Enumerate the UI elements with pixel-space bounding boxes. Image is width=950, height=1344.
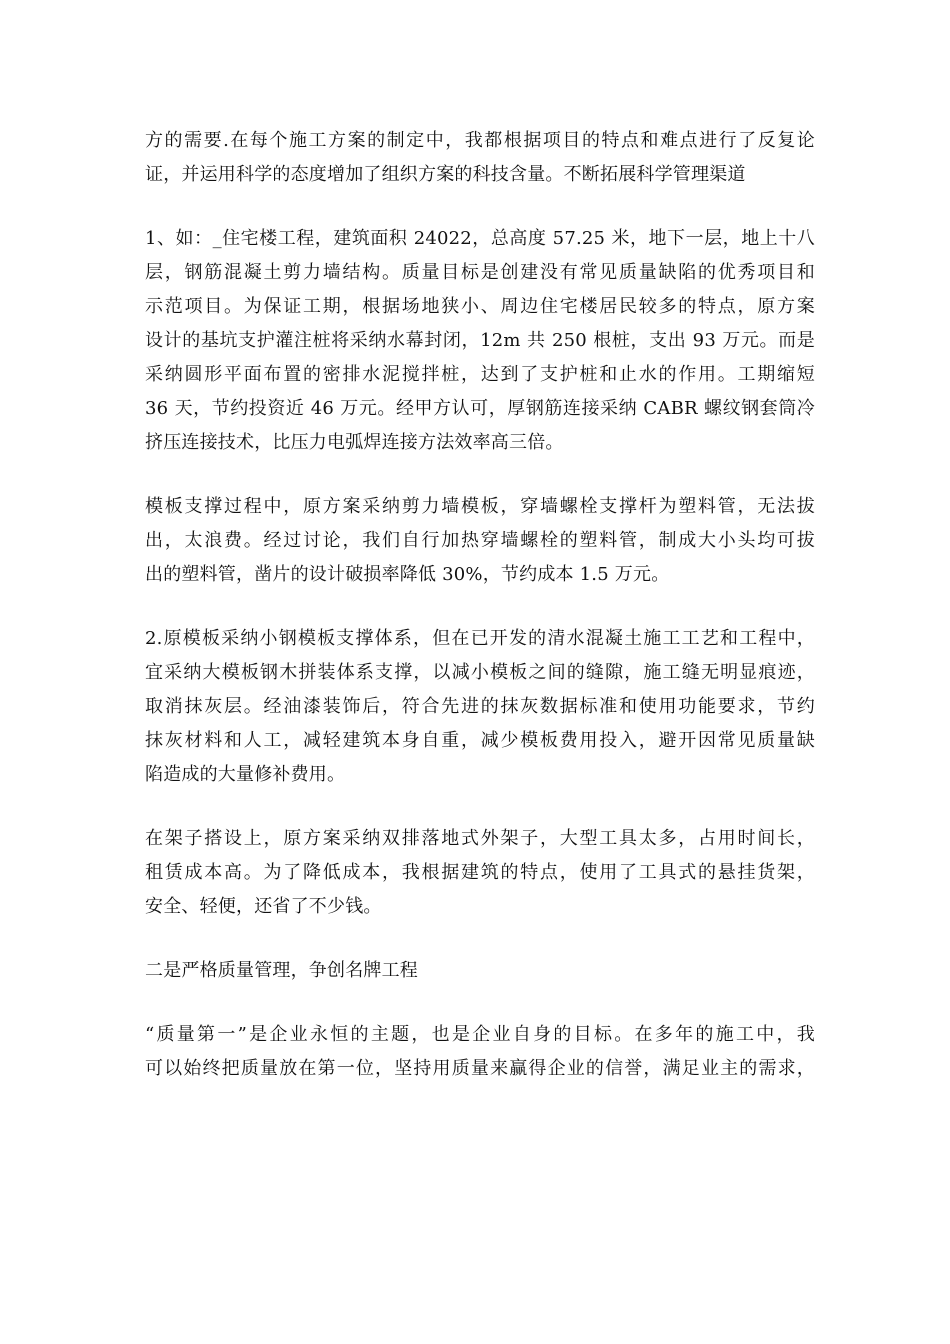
text-line: 示范项目。为保证工期，根据场地狭小、周边住宅楼居民较多的特点，原方案 (145, 296, 815, 317)
text-line: 挤压连接技术，比压力电弧焊连接方法效率高三倍。 (145, 432, 564, 453)
text-line: 2.原模板采纳小钢模板支撑体系，但在已开发的清水混凝土施工工艺和工程中， (145, 628, 815, 649)
text-line: 设计的基坑支护灌注桩将采纳水幕封闭，12m 共 250 根桩，支出 93 万元。而是 (145, 330, 815, 351)
text-line: 层，钢筋混凝土剪力墙结构。质量目标是创建没有常见质量缺陷的优秀项目和 (145, 262, 815, 283)
text-line: 宜采纳大模板钢木拼装体系支撑，以减小模板之间的缝隙，施工缝无明显痕迹， (145, 662, 815, 683)
text-line: 采纳圆形平面布置的密排水泥搅拌桩，达到了支护桩和止水的作用。工期缩短 (145, 364, 815, 385)
paragraph-residential-project (145, 222, 815, 460)
text-line: 证，并运用科学的态度增加了组织方案的科技含量。不断拓展科学管理渠道 (145, 164, 746, 185)
text-line: 租赁成本高。为了降低成本，我根据建筑的特点，使用了工具式的悬挂货架， (145, 862, 815, 883)
paragraph-quality-first (145, 1018, 815, 1086)
text-line: 出，太浪费。经过讨论，我们自行加热穿墙螺栓的塑料管，制成大小头均可拔 (145, 530, 815, 551)
text-line: 安全、轻便，还省了不少钱。 (145, 896, 382, 917)
text-line: 模板支撑过程中，原方案采纳剪力墙模板，穿墙螺栓支撑杆为塑料管，无法拔 (145, 496, 815, 517)
text-line: “质量第一”是企业永恒的主题，也是企业自身的目标。在多年的施工中，我 (145, 1024, 815, 1045)
text-line: 方的需要.在每个施工方案的制定中，我都根据项目的特点和难点进行了反复论 (145, 130, 815, 151)
section-heading-quality (145, 954, 815, 988)
paragraph-formwork-support (145, 490, 815, 592)
section-heading: 二是严格质量管理，争创名牌工程 (145, 960, 418, 981)
text-line: 可以始终把质量放在第一位，坚持用质量来赢得企业的信誉，满足业主的需求， (145, 1058, 815, 1079)
paragraph-scaffolding (145, 822, 815, 924)
text-line: 1、如：_住宅楼工程，建筑面积 24022，总高度 57.25 米，地下一层，地上十八 (145, 228, 815, 249)
paragraph-steel-formwork (145, 622, 815, 792)
document-body (145, 124, 815, 1116)
text-line: 36 天，节约投资近 46 万元。经甲方认可，厚钢筋连接采纳 CABR 螺纹钢套筒冷 (145, 398, 815, 419)
text-line: 在架子搭设上，原方案采纳双排落地式外架子，大型工具太多，占用时间长， (145, 828, 815, 849)
text-line: 取消抹灰层。经油漆装饰后，符合先进的抹灰数据标准和使用功能要求，节约 (145, 696, 815, 717)
text-line: 出的塑料管，凿片的设计破损率降低 30%，节约成本 1.5 万元。 (145, 564, 670, 585)
paragraph-scheme-intro (145, 124, 815, 192)
text-line: 抹灰材料和人工，减轻建筑本身自重，减少模板费用投入，避开因常见质量缺 (145, 730, 815, 751)
text-line: 陷造成的大量修补费用。 (145, 764, 346, 785)
